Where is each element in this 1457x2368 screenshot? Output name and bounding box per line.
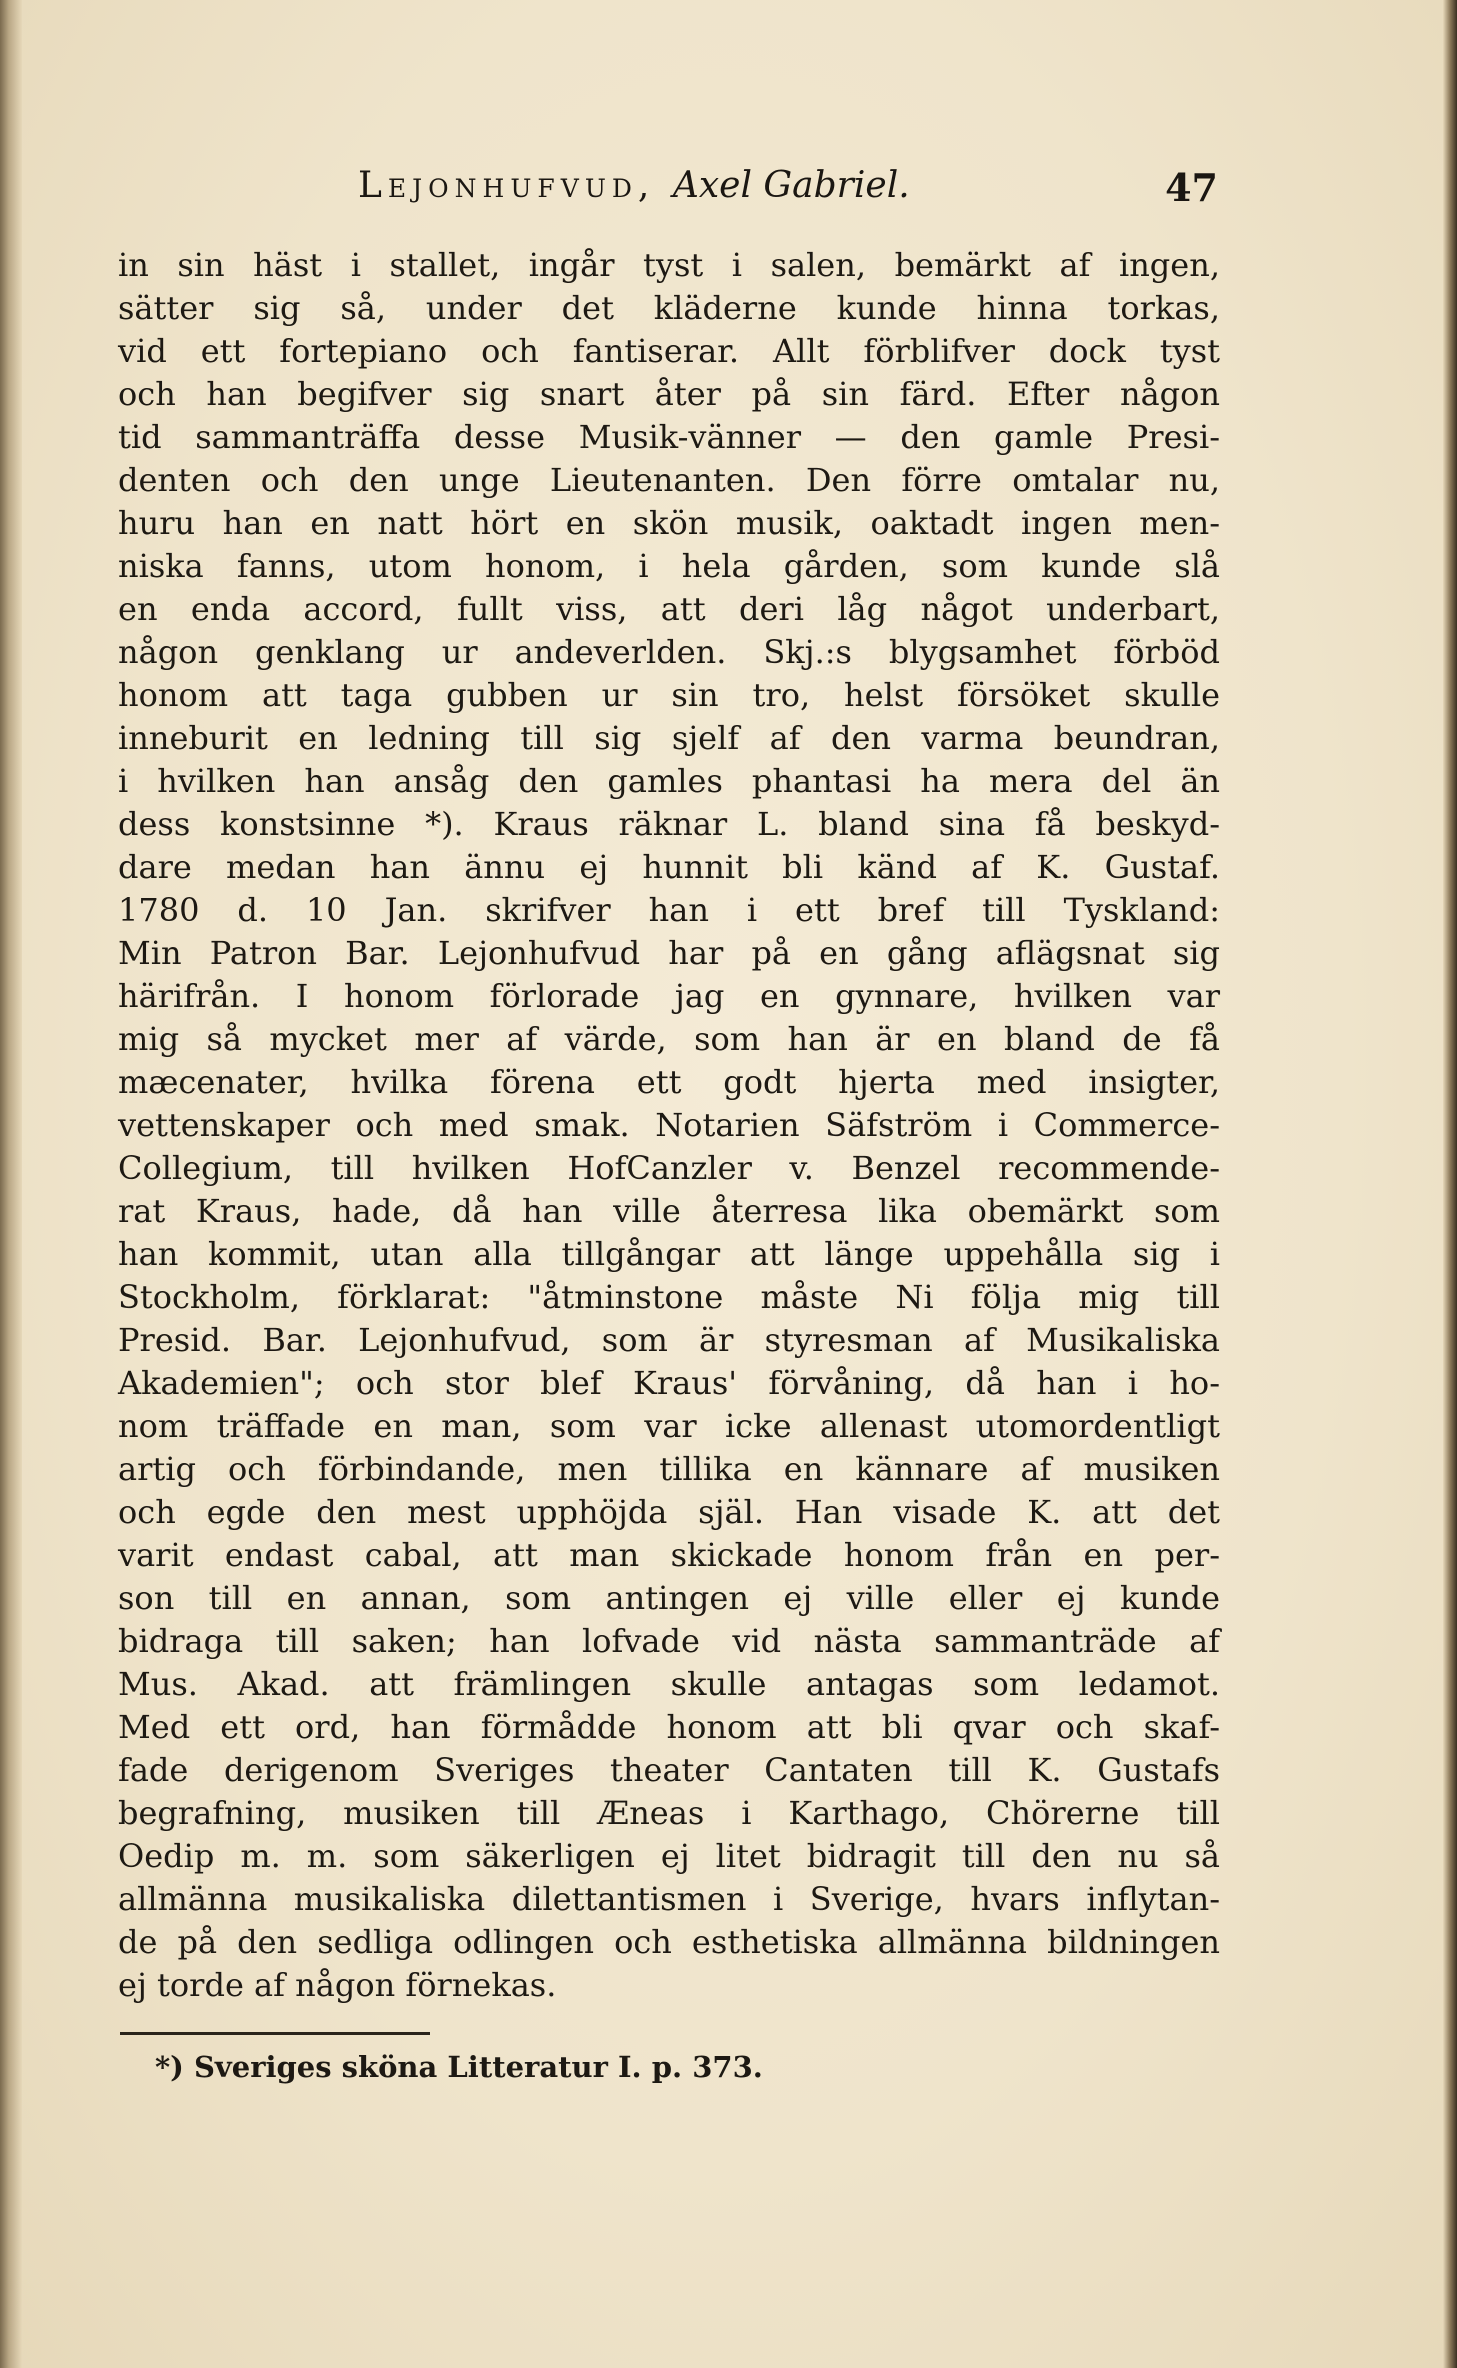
text-line: mig så mycket mer af värde, som han är en bland de få [118, 1020, 1220, 1058]
text-line: Presid. Bar. Lejonhufvud, som är styresman af Musikaliska [118, 1321, 1220, 1359]
text-line: Oedip m. m. som säkerligen ej litet bidragit till den nu så [118, 1837, 1220, 1875]
page-binding-shadow [0, 0, 22, 2368]
text-line: tid sammanträffa desse Musik-vänner — den gamle Presi- [118, 418, 1220, 456]
text-line: allmänna musikaliska dilettantismen i Sverige, hvars inflytan- [118, 1880, 1220, 1918]
text-line: en enda accord, fullt viss, att deri låg något underbart, [118, 590, 1220, 628]
text-line-last: ej torde af någon förnekas. [118, 1966, 557, 2004]
text-line: inneburit en ledning till sig sjelf af den varma beundran, [118, 719, 1220, 757]
text-line: han kommit, utan alla tillgångar att länge uppehålla sig i [118, 1235, 1220, 1273]
text-line: fade derigenom Sveriges theater Cantaten till K. Gustafs [118, 1751, 1220, 1789]
text-line: son till en annan, som antingen ej ville eller ej kunde [118, 1579, 1220, 1617]
text-line: in sin häst i stallet, ingår tyst i salen, bemärkt af ingen, [118, 246, 1220, 284]
text-line: härifrån. I honom förlorade jag en gynnare, hvilken var [118, 977, 1220, 1015]
running-header [118, 165, 1218, 225]
text-line: bidraga till saken; han lofvade vid nästa sammanträde af [118, 1622, 1220, 1660]
text-line: sätter sig så, under det kläderne kunde hinna torkas, [118, 289, 1220, 327]
text-line: Collegium, till hvilken HofCanzler v. Benzel recommende- [118, 1149, 1220, 1187]
footnote: *) Sveriges sköna Litteratur I. p. 373. [155, 2050, 763, 2084]
text-line: Stockholm, förklarat: "åtminstone måste Ni följa mig till [118, 1278, 1220, 1316]
text-line: denten och den unge Lieutenanten. Den förre omtalar nu, [118, 461, 1220, 499]
header-author-given: Axel Gabriel. [672, 165, 910, 206]
text-line: de på den sedliga odlingen och esthetiska allmänna bildningen [118, 1923, 1220, 1961]
text-line: vettenskaper och med smak. Notarien Säfström i Commerce- [118, 1106, 1220, 1144]
header-author-surname: Lejonhufvud, [358, 165, 656, 206]
text-line: huru han en natt hört en skön musik, oaktadt ingen men- [118, 504, 1220, 542]
text-line: i hvilken han ansåg den gamles phantasi ha mera del än [118, 762, 1220, 800]
text-line: och han begifver sig snart åter på sin färd. Efter någon [118, 375, 1220, 413]
text-line: Mus. Akad. att främlingen skulle antagas som ledamot. [118, 1665, 1220, 1703]
text-line: begrafning, musiken till Æneas i Karthago, Chörerne till [118, 1794, 1220, 1832]
page-edge-shadow [1443, 0, 1457, 2368]
footnote-divider [120, 2032, 430, 2035]
text-line: honom att taga gubben ur sin tro, helst försöket skulle [118, 676, 1220, 714]
text-line: Akademien"; och stor blef Kraus' förvåning, då han i ho- [118, 1364, 1220, 1402]
text-line: nom träffade en man, som var icke allenast utomordentligt [118, 1407, 1220, 1445]
body-text [118, 244, 1220, 2007]
text-line: någon genklang ur andeverlden. Skj.:s blygsamhet förböd [118, 633, 1220, 671]
page-number: 47 [1165, 165, 1218, 210]
text-line: vid ett fortepiano och fantiserar. Allt förblifver dock tyst [118, 332, 1220, 370]
text-line: mæcenater, hvilka förena ett godt hjerta med insigter, [118, 1063, 1220, 1101]
text-line: dess konstsinne *). Kraus räknar L. bland sina få beskyd- [118, 805, 1220, 843]
text-line: och egde den mest upphöjda själ. Han visade K. att det [118, 1493, 1220, 1531]
text-line: niska fanns, utom honom, i hela gården, som kunde slå [118, 547, 1220, 585]
header-author [358, 165, 910, 206]
text-line: varit endast cabal, att man skickade honom från en per- [118, 1536, 1220, 1574]
text-line: 1780 d. 10 Jan. skrifver han i ett bref till Tyskland: [118, 891, 1220, 929]
text-line: Min Patron Bar. Lejonhufvud har på en gång aflägsnat sig [118, 934, 1220, 972]
text-line: artig och förbindande, men tillika en kännare af musiken [118, 1450, 1220, 1488]
text-line: dare medan han ännu ej hunnit bli känd af K. Gustaf. [118, 848, 1220, 886]
text-line: rat Kraus, hade, då han ville återresa lika obemärkt som [118, 1192, 1220, 1230]
text-line: Med ett ord, han förmådde honom att bli qvar och skaf- [118, 1708, 1220, 1746]
